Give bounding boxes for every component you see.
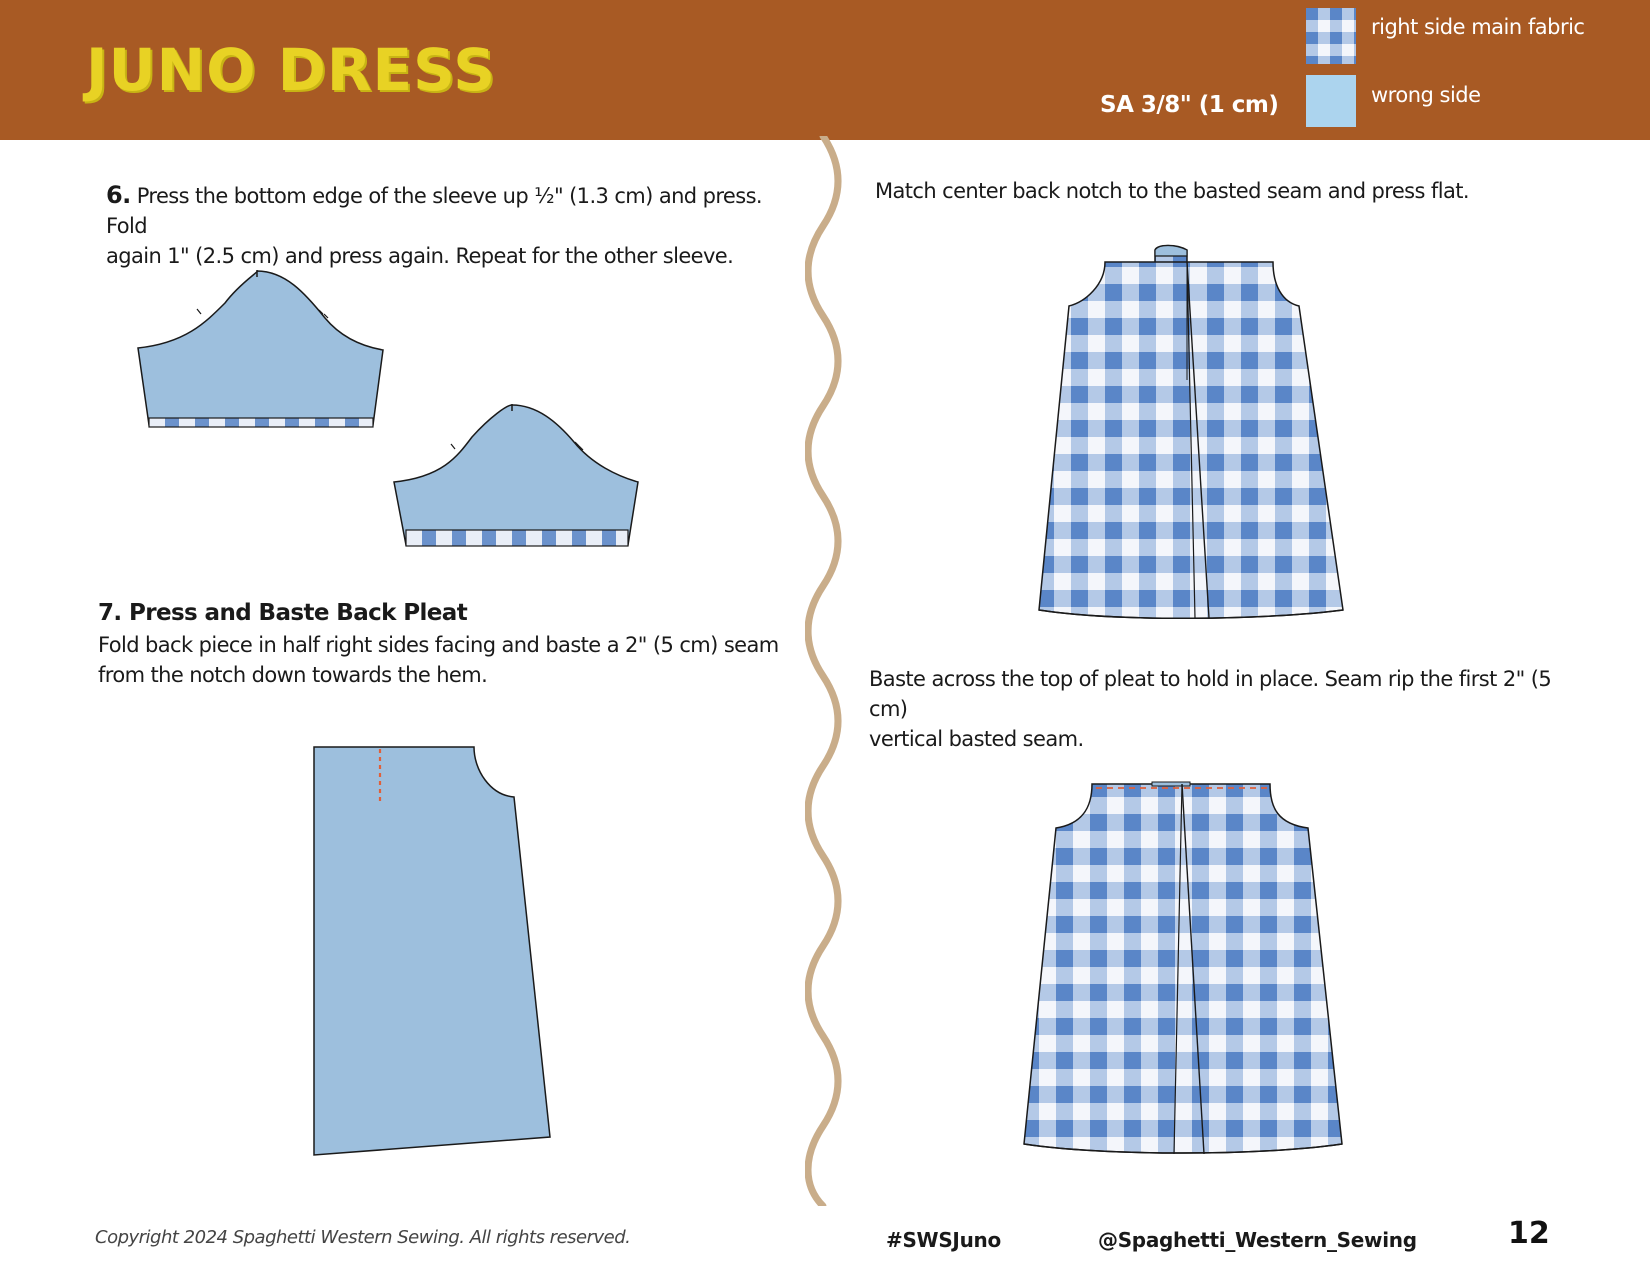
- brand-title: JUNO DRESS: [86, 36, 497, 104]
- instruction-baste-top-line1: Baste across the top of pleat to hold in place. Seam rip the first 2" (5 cm): [869, 667, 1552, 721]
- wavy-divider: [805, 136, 855, 1206]
- step7-number: 7.: [98, 600, 122, 626]
- instruction-match-notch: Match center back notch to the basted seam and press flat.: [875, 179, 1469, 203]
- step7-text: Fold back piece in half right sides facing and baste a 2" (5 cm) seam: [98, 633, 779, 657]
- sleeve-illustration-2: [392, 402, 642, 552]
- step6-text: Press the bottom edge of the sleeve up ½" (1.3 cm) and press. Fold: [106, 184, 762, 238]
- instruction-baste-top-line2: vertical basted seam.: [869, 727, 1084, 751]
- social-handle: @Spaghetti_Western_Sewing: [1098, 1228, 1417, 1252]
- step7-title: Press and Baste Back Pleat: [128, 600, 468, 626]
- legend-right-side: right side main fabric: [1371, 15, 1585, 39]
- step7-text-line2: from the notch down towards the hem.: [98, 663, 488, 687]
- seam-allowance: SA 3/8" (1 cm): [1100, 92, 1279, 118]
- gingham-swatch-icon: [1306, 8, 1356, 64]
- page-number: 12: [1508, 1216, 1550, 1251]
- copyright-notice: Copyright 2024 Spaghetti Western Sewing. All rights reserved.: [95, 1227, 631, 1248]
- dress-pleat-illustration-1: [1037, 250, 1347, 625]
- step7-heading: [98, 600, 467, 626]
- step6-number: 6.: [106, 181, 131, 209]
- hashtag: #SWSJuno: [886, 1228, 1001, 1252]
- sleeve-illustration-1: [135, 268, 385, 433]
- dress-pleat-illustration-2: [1022, 780, 1342, 1165]
- step6-paragraph: [106, 180, 796, 271]
- instruction-baste-top: [869, 664, 1589, 754]
- step6-text-line2: again 1" (2.5 cm) and press again. Repeat for the other sleeve.: [106, 244, 734, 268]
- legend-wrong-side: wrong side: [1371, 83, 1481, 107]
- solid-swatch-icon: [1306, 73, 1356, 129]
- header-bar: [0, 0, 1650, 140]
- back-piece-illustration: [312, 745, 552, 1160]
- step7-paragraph: [98, 630, 798, 690]
